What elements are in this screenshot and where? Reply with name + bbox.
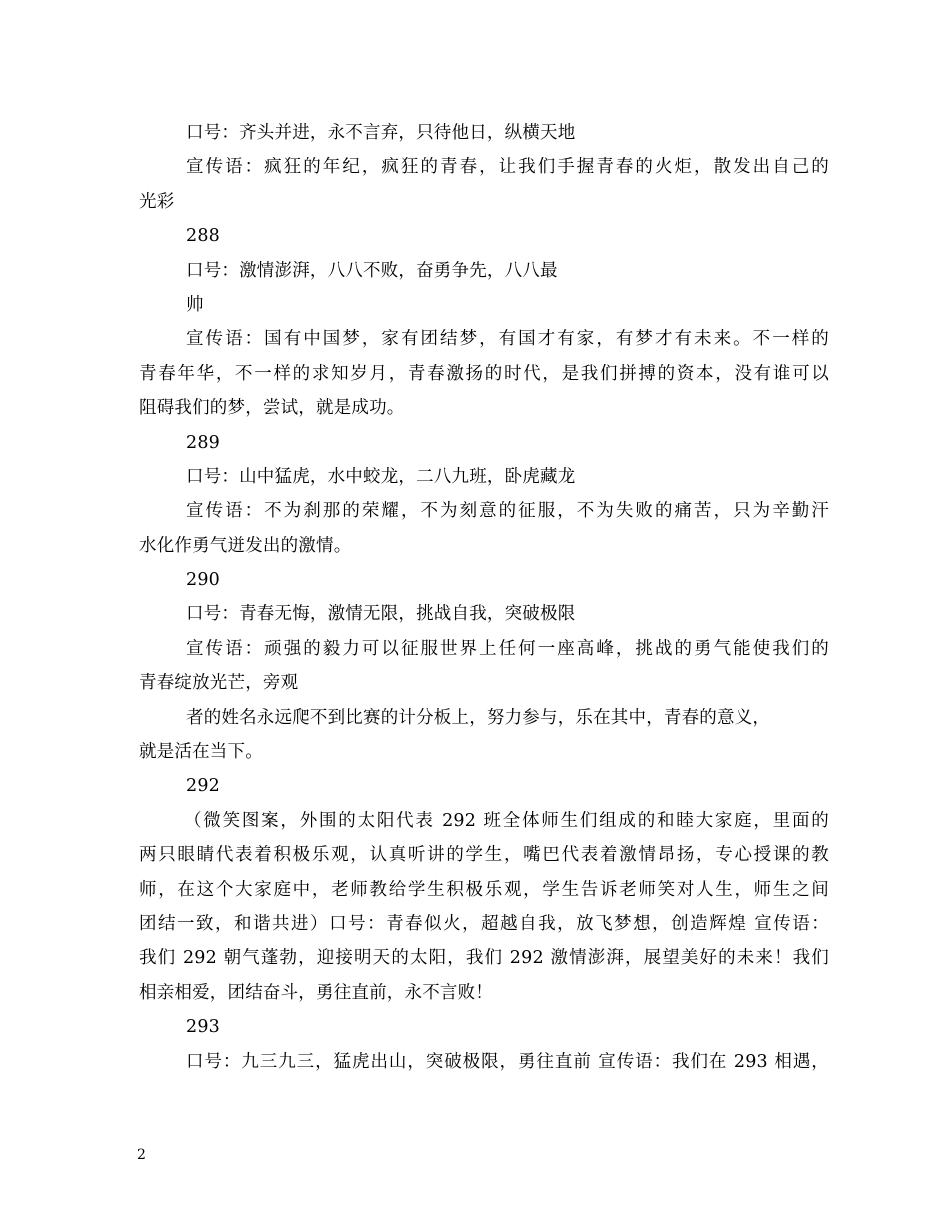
text-line: 口号：九三九三，猛虎出山，突破极限，勇往直前 宣传语：我们在 293 相遇， bbox=[186, 1051, 829, 1072]
text-line: 290 bbox=[186, 570, 221, 591]
text-line: 我们 292 朝气蓬勃，迎接明天的太阳，我们 292 激情澎湃，展望美好的未来！我们 bbox=[139, 948, 829, 969]
page-number: 2 bbox=[137, 1147, 146, 1163]
text-line: 相亲相爱，团结奋斗，勇往直前，永不言败！ bbox=[139, 982, 493, 1003]
text-line: 青春绽放光芒，旁观 bbox=[139, 673, 299, 694]
text-line: 口号：激情澎湃，八八不败，奋勇争先，八八最 bbox=[186, 260, 558, 281]
text-line: 口号：青春无悔，激情无限，挑战自我，突破极限 bbox=[186, 604, 576, 625]
text-line: 293 bbox=[186, 1017, 221, 1038]
text-line: 就是活在当下。 bbox=[139, 742, 263, 763]
text-line: 团结一致，和谐共进）口号：青春似火，超越自我，放飞梦想，创造辉煌 宣传语： bbox=[139, 913, 829, 934]
text-line: 宣传语：疯狂的年纪，疯狂的青春，让我们手握青春的火炬，散发出自己的 bbox=[186, 157, 829, 178]
text-line: 口号：山中猛虎，水中蛟龙，二八九班，卧虎藏龙 bbox=[186, 466, 576, 487]
text-line: 两只眼睛代表着积极乐观，认真听讲的学生，嘴巴代表着激情昂扬，专心授课的教 bbox=[139, 845, 829, 866]
text-line: （微笑图案，外围的太阳代表 292 班全体师生们组成的和睦大家庭，里面的 bbox=[184, 810, 829, 831]
text-line: 帅 bbox=[186, 294, 204, 315]
text-line: 宣传语：顽强的毅力可以征服世界上任何一座高峰，挑战的勇气能使我们的 bbox=[186, 638, 829, 659]
text-line: 292 bbox=[186, 776, 221, 797]
text-line: 宣传语：国有中国梦，家有团结梦，有国才有家，有梦才有未来。不一样的 bbox=[186, 329, 829, 350]
text-line: 青春年华，不一样的求知岁月，青春激扬的时代，是我们拼搏的资本，没有谁可以 bbox=[139, 363, 829, 384]
text-line: 宣传语：不为刹那的荣耀，不为刻意的征服，不为失败的痛苦，只为辛勤汗 bbox=[186, 501, 829, 522]
text-line: 288 bbox=[186, 226, 221, 247]
text-line: 289 bbox=[186, 432, 221, 453]
text-line: 口号：齐头并进，永不言弃，只待他日，纵横天地 bbox=[186, 123, 576, 143]
text-line: 光彩 bbox=[139, 191, 175, 212]
document-body bbox=[139, 116, 829, 1079]
text-line: 师，在这个大家庭中，老师教给学生积极乐观，学生告诉老师笑对人生，师生之间 bbox=[139, 879, 829, 900]
text-line: 水化作勇气迸发出的激情。 bbox=[139, 535, 352, 556]
text-line: 者的姓名永远爬不到比赛的计分板上，努力参与，乐在其中，青春的意义， bbox=[186, 707, 771, 728]
text-line: 阻碍我们的梦，尝试，就是成功。 bbox=[139, 398, 405, 419]
